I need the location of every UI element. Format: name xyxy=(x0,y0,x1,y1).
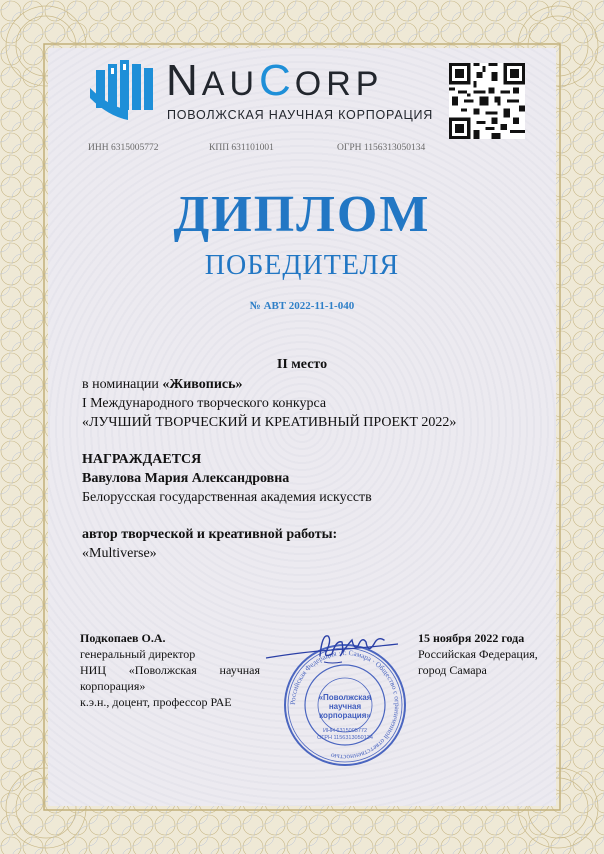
issue-place-line-2: город Самара xyxy=(418,663,487,677)
nomination-prefix: в номинации xyxy=(82,377,163,392)
handwritten-signature xyxy=(262,626,402,672)
seal-center-line-3: корпорация» xyxy=(319,711,371,720)
seal-ogrn: ОГРН 1156313050134 xyxy=(317,735,373,741)
date-block xyxy=(418,630,568,678)
contest-line-1: I Международного творческого конкурса xyxy=(82,396,327,411)
nomination-name: «Живопись» xyxy=(162,377,243,392)
books-logo-icon xyxy=(88,58,158,122)
qr-code-icon xyxy=(449,63,525,139)
inn-text: ИНН 6315005772 xyxy=(88,143,159,153)
recipient-organization: Белорусская государственная академия искусств xyxy=(82,490,372,505)
brand-c: C xyxy=(259,56,295,105)
brand-n: N xyxy=(166,56,202,105)
work-heading: автор творческой и креативной работы: xyxy=(82,527,338,542)
issue-date: 15 ноября 2022 года xyxy=(418,631,525,645)
signatory-name: Подкопаев О.А. xyxy=(80,631,166,645)
awarded-heading: НАГРАЖДАЕТСЯ xyxy=(82,452,202,467)
award-place: II место xyxy=(276,357,328,372)
work-title: «Multiverse» xyxy=(82,546,157,561)
diploma-subtitle: ПОБЕДИТЕЛЯ xyxy=(204,250,400,281)
recipient-name: Вавулова Мария Александровна xyxy=(82,471,290,486)
nomination-line xyxy=(82,376,243,394)
brand-wordmark xyxy=(166,57,383,108)
diploma-title: ДИПЛОМ xyxy=(173,186,431,243)
issue-place-line-1: Российская Федерация, xyxy=(418,647,538,661)
brand-au: AU xyxy=(201,65,260,103)
kpp-text: КПП 631101001 xyxy=(209,143,274,153)
brand-subtitle: ПОВОЛЖСКАЯ НАУЧНАЯ КОРПОРАЦИЯ xyxy=(167,108,434,122)
brand-orp: ORP xyxy=(294,65,384,103)
signatory-block xyxy=(80,630,260,710)
signatory-org-line-1: НИЦ «Поволжская научная xyxy=(80,663,260,677)
signatory-org-line-2: корпорация» xyxy=(80,679,146,693)
seal-ring-text: Российская Федерация · г. Самара · Общество с ограниченной ответственностью xyxy=(288,648,402,762)
seal-inn: ИНН 6315005772 xyxy=(322,728,368,734)
signatory-degree: к.э.н., доцент, профессор РАЕ xyxy=(80,695,232,709)
signatory-position: генеральный директор xyxy=(80,647,196,661)
ogrn-text: ОГРН 1156313050134 xyxy=(337,143,426,153)
seal-center-line-2: научная xyxy=(328,702,362,711)
diploma-number: № АВТ 2022-11-1-040 xyxy=(249,300,355,312)
seal-center-line-1: «Поволжская xyxy=(318,693,372,702)
contest-line-2: «ЛУЧШИЙ ТВОРЧЕСКИЙ И КРЕАТИВНЫЙ ПРОЕКТ 2022» xyxy=(82,415,457,430)
